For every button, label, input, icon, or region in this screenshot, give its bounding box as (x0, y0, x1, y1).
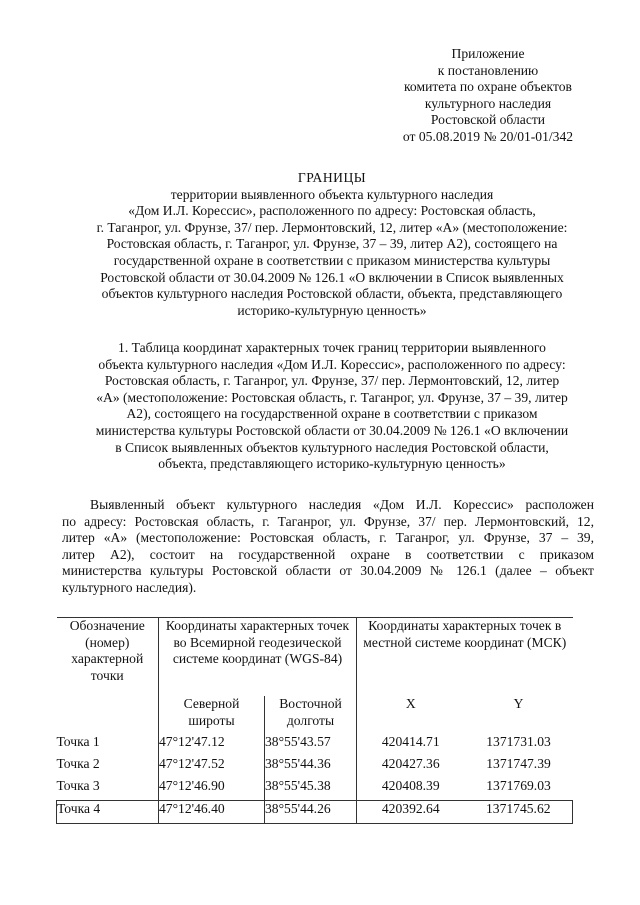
cell-x: 420427.36 (381, 756, 440, 771)
paragraph-line: министерства культуры Ростовской области от 30.04.2009 № 126.1 (далее – объект (62, 563, 594, 579)
cell-y: 1371769.03 (486, 778, 551, 793)
title-line: территории выявленного объекта культурного наследия (170, 186, 494, 202)
cell-east: 38°55'43.57 (265, 734, 357, 756)
title-line: Ростовской области от 30.04.2009 № 126.1 «О включении в Список выявленных (100, 269, 564, 285)
appendix-line: культурного наследия (424, 95, 552, 111)
paragraph-line: по адресу: Ростовская область, г. Таганрог, ул. Фрунзе, 37/ пер. Лермонтовский, 12, (62, 513, 594, 529)
title-line: «Дом И.Л. Корессис», расположенного по адресу: Ростовская область, (128, 203, 536, 219)
section-1-line: Ростовская область, г. Таганрог, ул. Фрунзе, 37/ пер. Лермонтовский, 12, литер (104, 373, 560, 389)
subheader-x: X (405, 696, 416, 711)
appendix-header (390, 46, 586, 146)
cell-east: 38°55'45.38 (265, 778, 357, 801)
paragraph-line: литер «А» (местоположение: Ростовская область, г. Таганрог, ул. Фрунзе, 37 – 39, (62, 530, 594, 546)
cell-point: Точка 3 (57, 778, 159, 801)
title-line: историко-культурную ценность» (237, 302, 427, 318)
title-line: государственной охране в соответствии с приказом министерства культуры (113, 252, 551, 268)
cell-y: 1371747.39 (486, 756, 551, 771)
cell-y: 1371731.03 (486, 734, 551, 749)
section-1-line: 1. Таблица координат характерных точек границ территории выявленного (118, 340, 546, 355)
title-heading: ГРАНИЦЫ (297, 170, 367, 185)
appendix-line: Приложение (451, 46, 525, 61)
cell-north: 47°12'46.90 (159, 778, 265, 801)
coordinates-table (56, 617, 573, 824)
document-title (56, 170, 608, 319)
table-subheader-row (57, 696, 573, 734)
appendix-line: от 05.08.2019 № 20/01-01/342 (402, 128, 574, 144)
cell-north: 47°12'46.40 (159, 801, 265, 824)
subheader-north-latitude: Северной широты (159, 696, 265, 734)
table-row (57, 801, 573, 824)
header-wgs84-coordinates: Координаты характерных точек во Всемирной геодезической системе координат (WGS-84) (159, 618, 357, 697)
table-row (57, 756, 573, 778)
paragraph-line: Выявленный объект культурного наследия «Дом И.Л. Корессис» расположен (90, 497, 594, 512)
cell-x: 420414.71 (381, 734, 440, 749)
cell-x: 420408.39 (381, 778, 440, 793)
section-1-caption (56, 340, 608, 473)
title-line: объектов культурного наследия Ростовской области, объекта, представляющего (101, 286, 563, 302)
appendix-line: комитета по охране объектов (404, 79, 572, 95)
section-1-line: министерства культуры Ростовской области от 30.04.2009 № 126.1 «О включении (95, 422, 569, 438)
paragraph-line: культурного наследия). (62, 579, 197, 595)
cell-point: Точка 1 (57, 734, 159, 756)
section-1-line: объекта, представляющего историко-культурную ценность» (158, 456, 506, 472)
table-row (57, 734, 573, 756)
cell-east: 38°55'44.26 (265, 801, 357, 824)
title-line: г. Таганрог, ул. Фрунзе, 37/ пер. Лермонтовский, 12, литер «А» (местоположение: (96, 219, 568, 235)
table-header-row (57, 618, 573, 697)
cell-x: 420392.64 (357, 801, 465, 824)
cell-point: Точка 4 (57, 801, 159, 824)
cell-east: 38°55'44.36 (265, 756, 357, 778)
cell-y: 1371745.62 (465, 801, 573, 824)
appendix-line: Ростовской области (430, 112, 546, 128)
body-paragraph (62, 497, 594, 597)
title-line: Ростовская область, г. Таганрог, ул. Фрунзе, 37 – 39, литер А2), состоящего на (106, 236, 558, 252)
subheader-y: Y (513, 696, 524, 711)
subheader-east-longitude: Восточной долготы (265, 696, 357, 734)
section-1-line: в Список выявленных объектов культурного наследия Ростовской области, (115, 439, 549, 455)
section-1-line: «А» (местоположение: Ростовская область, г. Таганрог, ул. Фрунзе, 37 – 39, литер (96, 389, 568, 405)
cell-north: 47°12'47.52 (159, 756, 265, 778)
section-1-line: А2), состоящего на государственной охране в соответствии с приказом (126, 406, 538, 422)
section-1-line: объекта культурного наследия «Дом И.Л. Корессис», расположенного по адресу: (98, 356, 566, 372)
header-msk-coordinates: Координаты характерных точек в местной системе координат (МСК) (357, 618, 573, 697)
cell-point: Точка 2 (57, 756, 159, 778)
header-point-designation: Обозначение (номер) характерной точки (57, 618, 159, 697)
table-row (57, 778, 573, 801)
cell-north: 47°12'47.12 (159, 734, 265, 756)
paragraph-line: литер А2), состоит на государственной охране в соответствии с приказом (62, 546, 594, 562)
appendix-line: к постановлению (437, 62, 539, 78)
